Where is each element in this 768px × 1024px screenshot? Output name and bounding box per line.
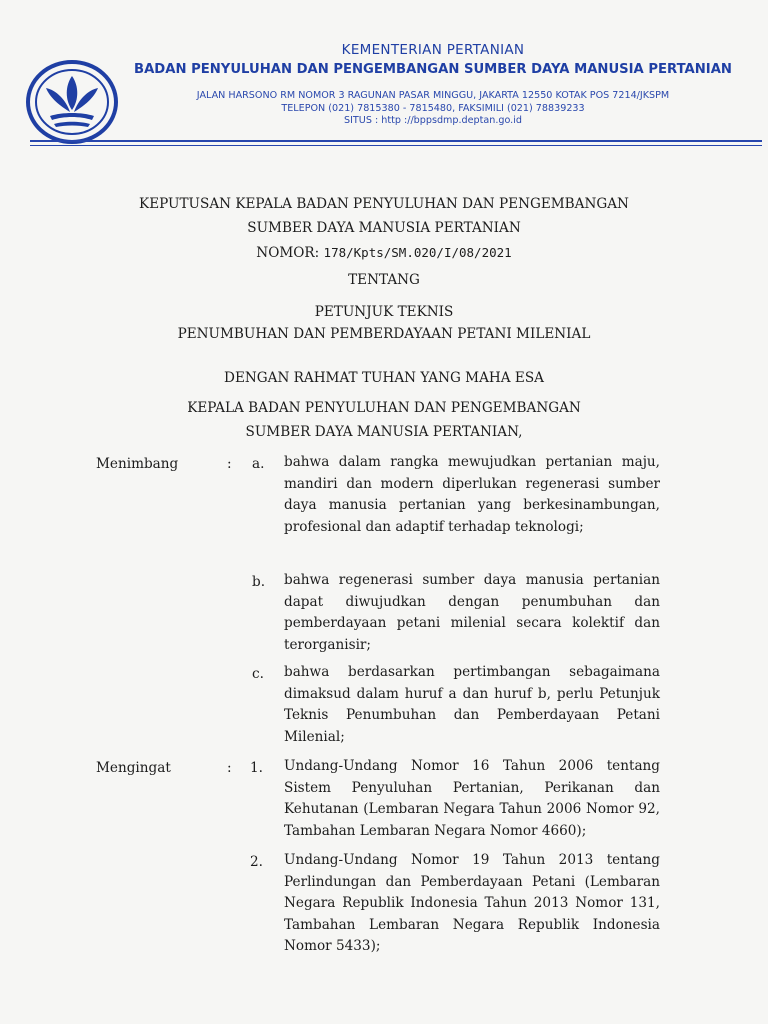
mengingat-item-2: Undang-Undang Nomor 19 Tahun 2013 tentang Perlindungan dan Pemberdayaan Petani (Lembaran Negara Republik Indonesia Tahun 2013 Nomor 131, Tambahan Lembaran Negara Republik Indonesia Nomor 5433); [284,852,660,954]
letterhead-agency: BADAN PENYULUHAN DAN PENGEMBANGAN SUMBER DAYA MANUSIA PERTANIAN [134,62,732,77]
menimbang-item-c: bahwa berdasarkan pertimbangan sebagaimana dimaksud dalam huruf a dan huruf b, perlu Petunjuk Teknis Penumbuhan dan Pemberdayaan Petani Milenial; [284,664,660,745]
menimbang-marker-c: c. [252,666,264,682]
decree-tentang: TENTANG [348,272,420,288]
decree-subject-line1: PETUNJUK TEKNIS [314,304,454,320]
mengingat-marker-1: 1. [250,760,263,776]
letterhead-ministry: KEMENTERIAN PERTANIAN [341,42,525,58]
menimbang-label: Menimbang [96,456,179,472]
decree-official-line2: SUMBER DAYA MANUSIA PERTANIAN, [245,424,523,440]
decree-blessing: DENGAN RAHMAT TUHAN YANG MAHA ESA [224,370,544,386]
mengingat-label: Mengingat [96,760,171,776]
decree-title-line1: KEPUTUSAN KEPALA BADAN PENYULUHAN DAN PENGEMBANGAN [139,196,629,212]
menimbang-item-a: bahwa dalam rangka mewujudkan pertanian maju, mandiri dan modern diperlukan regenerasi sumber daya manusia pertanian yang berkesinambungan, profesional dan adaptif terhadap teknologi; [284,454,660,535]
letterhead-address: JALAN HARSONO RM NOMOR 3 RAGUNAN PASAR MINGGU, JAKARTA 12550 KOTAK POS 7214/JKSPM [196,90,670,101]
letterhead-rule-thin [30,145,762,146]
mengingat-marker-2: 2. [250,854,263,870]
letterhead-rule [30,140,762,142]
mengingat-item-1: Undang-Undang Nomor 16 Tahun 2006 tentang Sistem Penyuluhan Pertanian, Perikanan dan Kehutanan (Lembaran Negara Tahun 2006 Nomor 92, Tambahan Lembaran Negara Nomor 4660); [284,758,660,839]
decree-official-line1: KEPALA BADAN PENYULUHAN DAN PENGEMBANGAN [187,400,581,416]
menimbang-colon: : [227,456,232,472]
letterhead-phone: TELEPON (021) 7815380 - 7815480, FAKSIMILI (021) 78839233 [281,102,585,114]
mengingat-colon: : [227,760,232,776]
decree-number-value: 178/Kpts/SM.020/I/08/2021 [323,245,512,260]
letterhead-site: SITUS : http ://bppsdmp.deptan.go.id [344,115,522,126]
menimbang-marker-a: a. [252,456,265,472]
menimbang-marker-b: b. [252,574,266,590]
decree-title-line2: SUMBER DAYA MANUSIA PERTANIAN [247,220,521,236]
decree-subject-line2: PENUMBUHAN DAN PEMBERDAYAAN PETANI MILENIAL [177,326,591,342]
letterhead-contact [120,90,746,128]
decree-number [0,245,768,261]
decree-number-label: NOMOR: [256,245,320,261]
menimbang-item-b: bahwa regenerasi sumber daya manusia pertanian dapat diwujudkan dengan penumbuhan dan pemberdayaan petani milenial secara kolektif dan terorganisir; [284,572,660,653]
ministry-logo [24,54,120,150]
